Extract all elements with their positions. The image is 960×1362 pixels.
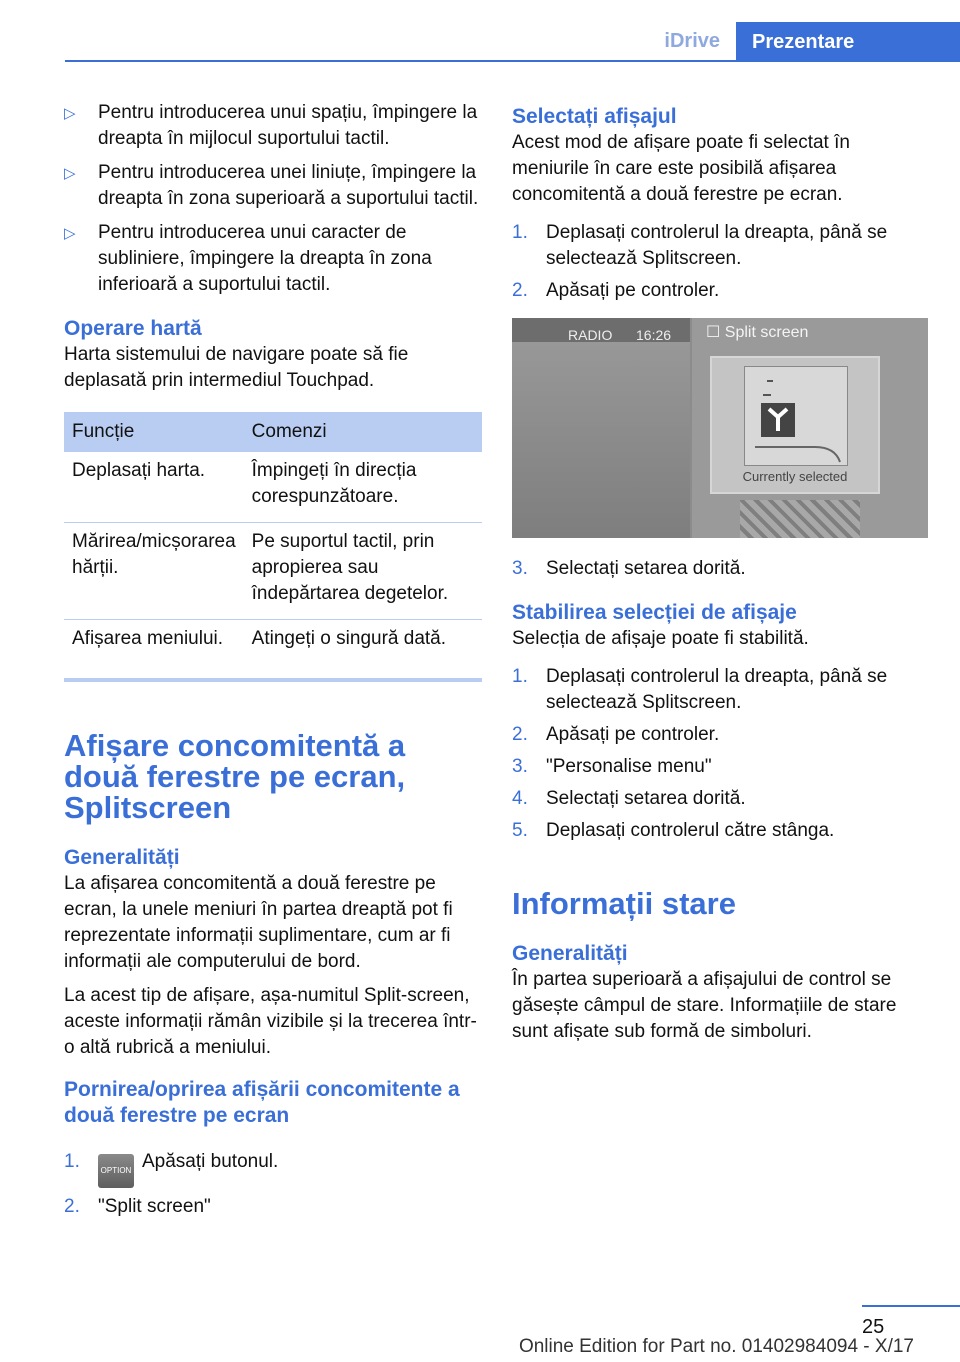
footer-edition: Online Edition for Part no. 01402984094 - X/17	[518, 1336, 914, 1357]
list-item: ▷ Pentru introducerea unui spațiu, împingere la dreapta în mijlocul suportului tactil.	[64, 102, 478, 149]
step-number: 2.	[64, 1196, 80, 1217]
list-item	[512, 664, 928, 716]
fix-text: Selecția de afișaje poate fi stabilită.	[512, 628, 809, 649]
page-number: 25	[862, 1316, 885, 1338]
table-cell: Împingeți în direcția corespunzătoare.	[244, 452, 482, 523]
list-item	[512, 220, 928, 272]
header-section-label: iDrive	[664, 30, 720, 52]
screenshot-right-pane	[692, 318, 928, 538]
triangle-bullet-icon: ▷	[64, 105, 76, 122]
splitscreen-title: Afișare concomitentă a două ferestre pe ecran, Splitscreen	[64, 728, 406, 825]
select-text: Acest mod de afișare poate fi selectat în meniurile în care este posibilă afișarea concomitentă a două ferestre pe ecran.	[512, 132, 850, 205]
step-text: Deplasați controlerul la dreapta, până se selectează Splitscreen.	[546, 222, 888, 269]
general-paragraph-1: La afișarea concomitentă a două ferestre pe ecran, la unele meniuri în partea dreaptă pot fi reprezentate informații suplimentare, cum ar fi informații ale computerului de bord.	[64, 873, 453, 972]
screenshot-radio-label: RADIO	[568, 327, 613, 343]
step-number: 1.	[64, 1151, 80, 1172]
fix-heading: Stabilirea selecției de afișaje	[512, 601, 797, 624]
screenshot-selection-panel	[710, 356, 880, 494]
table-header-row	[64, 412, 482, 452]
step-text: Apăsați pe controler.	[546, 724, 720, 745]
step-text: Selectați setarea dorită.	[546, 788, 746, 809]
step-text: Apăsați butonul.	[142, 1151, 279, 1172]
triangle-bullet-icon: ▷	[64, 165, 76, 182]
list-item	[512, 278, 928, 304]
general-heading: Generalități	[64, 846, 180, 869]
select-steps	[512, 220, 928, 304]
screenshot-left-pane	[512, 318, 690, 538]
input-bullet-list	[64, 100, 482, 298]
step-text: "Personalise menu"	[546, 756, 712, 777]
step-text: Selectați setarea dorită.	[546, 558, 746, 579]
triangle-bullet-icon: ▷	[64, 225, 76, 242]
splitscreen-screenshot	[512, 318, 928, 538]
screenshot-split-title: ☐ Split screen	[706, 324, 809, 341]
table-cell: Atingeți o singură dată.	[251, 628, 447, 649]
table-header-cell: Comenzi	[244, 412, 482, 452]
general-paragraph-2: La acest tip de afișare, așa-numitul Split-screen, aceste informații rămân vizibile și la trecerea într-o altă rubrică a meniului.	[64, 985, 477, 1058]
list-item: ▷ Pentru introducerea unui caracter de subliniere, împingere la dreapta în zona inferioară a suportului tactil.	[64, 222, 432, 295]
onoff-heading: Pornirea/oprirea afișării concomitente a două ferestre pe ecran	[64, 1078, 460, 1127]
map-text: Harta sistemului de navigare poate să fie deplasată prin intermediul Touchpad.	[64, 344, 409, 391]
screenshot-selected-caption: Currently selected	[742, 469, 848, 484]
map-heading: Operare hartă	[64, 317, 202, 340]
table-bottom-rule	[64, 678, 482, 682]
list-item	[512, 754, 928, 780]
list-item	[64, 1194, 482, 1220]
screenshot-wheel-pattern	[740, 500, 860, 538]
table-row	[64, 452, 482, 523]
step-number: 1.	[512, 666, 528, 687]
screenshot-map-icon	[744, 366, 848, 466]
option-button-icon: OPTION	[98, 1154, 134, 1188]
list-item	[512, 818, 928, 844]
select-heading: Selectați afișajul	[512, 105, 677, 128]
table-cell: Mărirea/micșorarea hărții.	[64, 523, 244, 620]
list-item	[512, 722, 928, 748]
table-row	[64, 620, 482, 665]
status-general-heading: Generalități	[512, 942, 628, 965]
step-number: 1.	[512, 222, 528, 243]
table-header-cell: Funcție	[64, 412, 244, 452]
list-item	[512, 786, 928, 812]
list-item: ▷ Pentru introducerea unei liniuțe, împingere la dreapta în zona superioară a suportului tactil.	[64, 162, 479, 209]
footer-rule	[862, 1305, 960, 1307]
header-chapter-tab: Prezentare	[736, 22, 960, 62]
step-number: 4.	[512, 788, 528, 809]
table-cell: Deplasați harta.	[64, 452, 244, 523]
step-number: 3.	[512, 558, 528, 579]
screenshot-time: 16:26	[636, 327, 672, 343]
fix-steps	[512, 664, 928, 844]
step-number: 2.	[512, 724, 528, 745]
right-column	[512, 100, 928, 1053]
step-text: "Split screen"	[98, 1196, 211, 1217]
table-cell: Afișarea meniului.	[72, 628, 224, 649]
map-commands-table	[64, 412, 482, 664]
step-text: Deplasați controlerul către stânga.	[546, 820, 835, 841]
onoff-steps	[64, 1143, 482, 1220]
table-row	[64, 523, 482, 620]
table-cell: Pe suportul tactil, prin apropierea sau îndepărtarea degetelor.	[244, 523, 482, 620]
select-steps-continued	[512, 556, 928, 582]
step-number: 2.	[512, 280, 528, 301]
step-number: 5.	[512, 820, 528, 841]
left-column	[64, 100, 482, 1230]
step-text: Apăsați pe controler.	[546, 280, 720, 301]
list-item	[512, 556, 928, 582]
status-text: În partea superioară a afișajului de control se găsește câmpul de stare. Informațiile de stare sunt afișate sub formă de simboluri.	[512, 969, 897, 1042]
step-number: 3.	[512, 756, 528, 777]
status-title: Informații stare	[512, 886, 736, 921]
list-item	[64, 1143, 482, 1188]
step-text: Deplasați controlerul la dreapta, până se selectează Splitscreen.	[546, 666, 888, 713]
screenshot-status-bar	[512, 318, 690, 342]
